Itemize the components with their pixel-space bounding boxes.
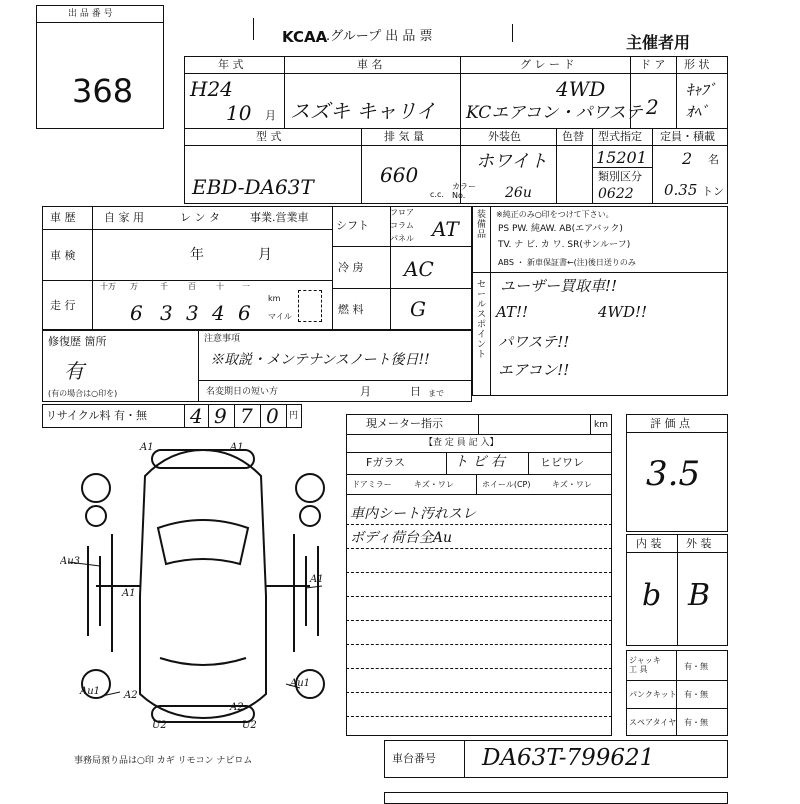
inspection-note-1: 車内シート汚れスレ (350, 506, 476, 522)
lot-number: 368 (72, 72, 134, 110)
side-panel-left (88, 546, 100, 636)
type-designation-label: 型式指定 (598, 130, 642, 143)
door-label: ド ア (640, 58, 666, 71)
kcaa-logo: KCAA (282, 28, 328, 46)
reg-label: 名変期日の短い方 (206, 387, 279, 397)
recycle-digit-2: 9 (214, 404, 227, 428)
maker-label: 車 名 (357, 58, 383, 71)
mileage-digit-5: 6 (238, 301, 251, 325)
class-label: 類別区分 (598, 170, 642, 183)
mileage-label: 走 行 (50, 299, 76, 312)
bottom-strip (384, 792, 728, 804)
history-label: 車 歴 (50, 211, 76, 224)
exterior-value: B (688, 578, 711, 613)
mark-1: A1 (140, 442, 154, 453)
grade-line1: 4WD (556, 77, 606, 101)
mileage-unit-4: 十 (216, 282, 224, 291)
color-label: 外装色 (488, 130, 521, 143)
grade-line2: KCエアコン・パワステ (466, 103, 643, 123)
puncture-label: パンクキット (629, 690, 677, 699)
wheel-label: ホイール(CP) (482, 480, 531, 489)
equipment-label: 装 備 品 (477, 210, 487, 240)
fuel-value: G (410, 297, 426, 321)
sales-point-3: 4WD!! (598, 303, 648, 321)
rating-value: 3.5 (646, 454, 701, 494)
interior-label: 内 装 (636, 537, 662, 550)
mileage-unit-0: 十万 (100, 282, 116, 291)
chassis-label: 車台番号 (392, 752, 436, 765)
inspection-note-2: ボディ荷台全Au (350, 530, 453, 546)
sales-point-1: ユーザー買取車!! (500, 277, 618, 295)
shaken-year: 年 (190, 247, 204, 263)
capacity-unit: 名 (708, 153, 719, 166)
door-value: 2 (646, 95, 659, 119)
ac-label: 冷 房 (338, 261, 364, 274)
mirror-left (86, 506, 106, 526)
equipment-line3: ABS ・ 新車保証書←(注)後日送りのみ (498, 258, 636, 267)
recycle-digit-4: 0 (266, 404, 279, 428)
mark-4: A1 (122, 588, 136, 599)
caution-label: 注意事項 (204, 334, 241, 344)
mileage-digit-2: 3 (160, 301, 173, 325)
repair-value: 有 (64, 359, 84, 383)
km-label: km (268, 294, 281, 303)
exterior-label: 外 装 (686, 537, 712, 550)
mark-5: A1 (310, 574, 324, 585)
spare-label: スペアタイヤ (629, 718, 677, 727)
history-opt2: レ ン タ (180, 211, 220, 224)
glass-label: Fガラス (366, 456, 405, 469)
mark-11: A2 (230, 702, 244, 713)
glass-value: ト ビ 右 (454, 454, 505, 470)
reg-day: 日 (410, 385, 421, 398)
meter-unit: km (594, 420, 608, 430)
displacement-value: 660 (380, 163, 419, 187)
car-body-outline (140, 450, 266, 718)
mileage-unit-3: 百 (188, 282, 196, 291)
type-label: 型 式 (256, 130, 282, 143)
mileage-unit-5: 一 (242, 282, 250, 291)
car-diagram (60, 436, 346, 740)
inspector-label: 【査 定 員 記 入】 (424, 438, 499, 448)
fuel-label: 燃 料 (338, 303, 364, 316)
grade-label: グ レ ー ド (520, 58, 575, 71)
recycle-label: リサイクル料 有・無 (46, 409, 147, 422)
reg-until: まで (428, 389, 444, 398)
capacity-label: 定員・積載 (660, 130, 715, 143)
wheel-value: キズ・ワレ (552, 480, 592, 489)
year-label: 年 式 (218, 58, 244, 71)
shift-opt2: コラム (390, 221, 414, 230)
equipment-note: ※純正のみ○印をつけて下さい。 (496, 210, 614, 219)
shape-value-1: ｷｬﾌﾞ (686, 81, 717, 99)
equipment-line2: TV. ナ ビ. カ ワ. SR(サンルーフ) (498, 240, 631, 250)
sales-point-label: セールスポイント (477, 280, 487, 360)
class-value: 0622 (598, 186, 634, 202)
lot-label: 出 品 番 号 (68, 9, 113, 19)
mark-10: U2 (242, 720, 257, 731)
mileage-digit-3: 3 (186, 301, 199, 325)
shape-value-2: ｵﾍﾞ (686, 103, 709, 121)
history-opt1: 自 家 用 (104, 211, 144, 224)
load-unit: トン (702, 185, 724, 198)
caution-value: ※取説・メンテナンスノート後日!! (210, 352, 430, 368)
shift-opt3: パネル (390, 234, 414, 243)
shape-label: 形 状 (684, 58, 710, 71)
windshield (158, 520, 248, 564)
mileage-digit-1: 6 (130, 301, 143, 325)
lot-box (36, 5, 164, 129)
displacement-label: 排 気 量 (384, 130, 424, 143)
repair-note: (有の場合は○印を) (48, 389, 118, 398)
sales-point-2: AT!! (496, 303, 529, 321)
mark-9: U2 (152, 720, 167, 731)
mark-6: Au1 (80, 686, 101, 697)
shift-label: シフト (336, 219, 369, 232)
puncture-value: 有・無 (684, 690, 708, 699)
rear-window (160, 658, 246, 665)
rating-label: 評 価 点 (650, 417, 690, 430)
type-designation-value: 15201 (596, 148, 647, 167)
mileage-unit-1: 万 (130, 282, 138, 291)
mirror-label: ドアミラー (352, 480, 392, 489)
interior-value: b (642, 578, 662, 613)
maker-value: スズキ キャリイ (290, 99, 436, 123)
equipment-line1: PS PW. 純AW. AB(エアバック) (498, 224, 623, 234)
repair-label: 修復歴 箇所 (48, 335, 107, 348)
mirror-right (300, 506, 320, 526)
shift-value: AT (432, 217, 459, 241)
capacity-value: 2 (682, 149, 693, 168)
mile-box (298, 290, 322, 322)
mileage-unit-2: 千 (160, 282, 168, 291)
ac-value: AC (404, 257, 434, 281)
mark-7: A2 (124, 690, 138, 701)
office-note: 事務局預り品は○印 カギ リモコン ナビロム (74, 756, 253, 766)
side-panel-right (306, 546, 318, 636)
glass-crack: ヒビワレ (540, 456, 584, 469)
history-opt3: 事業.営業車 (250, 211, 309, 224)
mark-2: A1 (230, 442, 244, 453)
shaken-month: 月 (258, 247, 272, 263)
load-value: 0.35 (664, 181, 698, 199)
wheel-front-left (82, 474, 110, 502)
cc-unit: c.c. (430, 190, 444, 199)
year-era: H24 (190, 77, 233, 101)
color-value: ホワイト (476, 151, 548, 172)
mark-3: Au3 (60, 556, 81, 567)
right-doors (266, 534, 310, 652)
shaken-label: 車 検 (50, 249, 76, 262)
color-no-value: 26u (505, 185, 532, 201)
type-value: EBD-DA63T (192, 175, 314, 199)
year-month: 10 (226, 101, 252, 125)
recycle-digit-3: 7 (240, 404, 253, 428)
color-change-label: 色替 (562, 130, 584, 143)
reg-month: 月 (360, 385, 371, 398)
color-no-label: カラー No. (452, 182, 476, 200)
jack-label: ジャッキ 工 具 (629, 656, 661, 674)
mirror-value: キズ・ワレ (414, 480, 454, 489)
chassis-value: DA63T-799621 (482, 745, 655, 771)
organizer-title: 主催者用 (626, 33, 691, 52)
mark-8: Au1 (290, 678, 311, 689)
shift-opt1: フロア (390, 208, 414, 217)
spare-value: 有・無 (684, 718, 708, 727)
sales-point-4: パワステ!! (498, 333, 570, 351)
month-unit: 月 (265, 109, 276, 122)
recycle-unit: 円 (289, 411, 299, 421)
recycle-digit-1: 4 (190, 404, 203, 428)
wheel-front-right (296, 474, 324, 502)
meter-label: 現メーター指示 (366, 417, 443, 430)
sales-point-5: エアコン!! (498, 361, 570, 379)
header-title: .グループ 出 品 票 (326, 29, 433, 44)
jack-value: 有・無 (684, 662, 708, 671)
mileage-digit-4: 4 (212, 301, 225, 325)
mile-label: マイル (268, 312, 292, 321)
